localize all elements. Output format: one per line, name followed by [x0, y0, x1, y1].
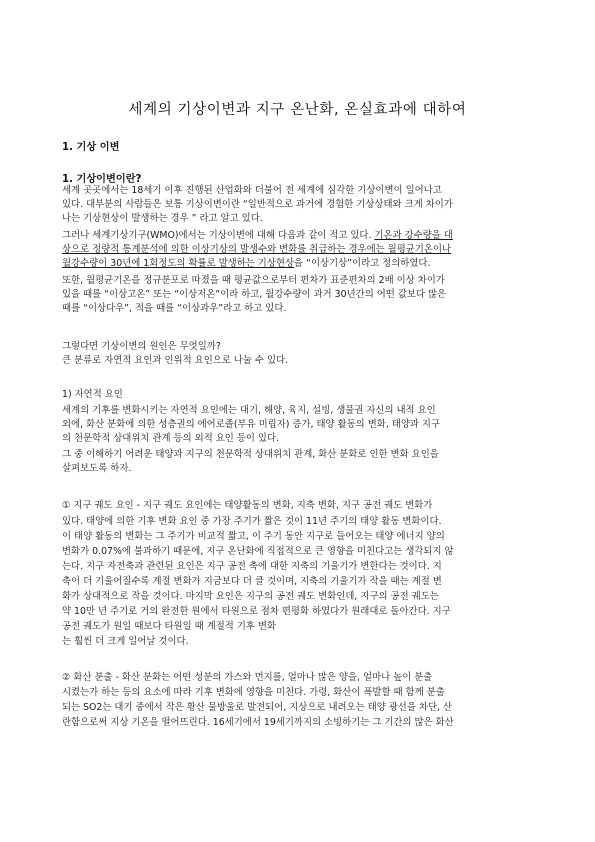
paragraph-line: 세계의 기후를 변화시키는 자연적 요인에는 대기, 해양, 육지, 설빙, 생물권 자신의 내적 요인 [62, 405, 436, 416]
paragraph-line: 는다. 지구 자전축과 관련된 요인은 지구 공전 축에 대한 지축의 기울기가 변한다는 것이다. 지 [62, 561, 442, 572]
paragraph-line: 있다. 대부분의 사람들은 보통 기상이변이란 “일반적으로 과거에 경험한 기상상태와 크게 차이가 [62, 199, 453, 210]
text-run: 을 “이상기상”이라고 정의하였다. [294, 258, 431, 269]
paragraph-line: 화가 상대적으로 작을 것이다. 마지막 요인은 지구의 공전 궤도 변화인데, 지구의 공전 궤도는 [62, 591, 439, 602]
document-title: 세계의 기상이변과 지구 온난화, 온실효과에 대하여 [128, 102, 467, 118]
paragraph-line: 되는 SO2는 대기 중에서 작은 황산 물방울로 발전되어, 지상으로 내려오는 태양 광선을 차단, 산 [62, 702, 453, 713]
paragraph-line: 란함으로써 지상 기온을 떨어뜨린다. 16세기에서 19세기까지의 소빙하기는 그 기간의 많은 화산 [62, 717, 454, 728]
paragraph-line: 나는 기상현상이 발생하는 경우 ” 라고 알고 있다. [62, 213, 263, 224]
subheading-natural-factors: 1) 자연적 요인 [62, 389, 123, 400]
paragraph-line: 있다. 태양에 의한 기후 변화 요인 중 가장 주기가 짧은 것이 11년 주기의 태양 활동 변화이다. [62, 516, 442, 527]
subsection-heading-definition: 1. 기상이변이란? [62, 174, 142, 185]
paragraph-line: 큰 분류로 자연적 요인과 인위적 요인으로 나눌 수 있다. [62, 355, 289, 366]
paragraph-line: 공전 궤도가 원일 때보다 타원일 때 계절적 기후 변화 [62, 621, 277, 632]
paragraph-line: ② 화산 분출 - 화산 분화는 어떤 성분의 가스와 먼지를, 얼마나 많은 양을, 얼마나 높이 분출 [62, 672, 433, 683]
paragraph-line: 이 태양 활동의 변화는 그 주기가 비교적 짧고, 이 주기 동안 지구로 들어오는 태양 에너지 양의 [62, 531, 445, 542]
paragraph-line [62, 229, 542, 243]
underlined-text: 기온과 강수량을 대 [374, 230, 453, 241]
paragraph-line: 축이 더 기울어질수록 계절 변화가 지금보다 더 클 것이며, 지축의 기울기가 작을 때는 계절 변 [62, 576, 442, 587]
paragraph-line: 때를 “이상다우”, 적을 때를 “이상과우”라고 하고 있다. [62, 303, 287, 314]
section-heading-weather-anomaly: 1. 기상 이변 [62, 142, 120, 153]
paragraph-line: ① 지구 궤도 요인 - 지구 궤도 요인에는 태양활동의 변화, 지축 변화, 지구 공전 궤도 변화가 [62, 500, 433, 511]
paragraph-line: 변화가 0.07%에 불과하기 때문에, 지구 온난화에 직접적으로 큰 영향을 미친다고는 생각되지 않 [62, 546, 454, 557]
paragraph-line: 외에, 화산 분화에 의한 성층권의 에어로졸(부유 미립자) 증가, 태양 활동의 변화, 태양과 지구 [62, 419, 441, 430]
text-run: 그러나 세계기상기구(WMO)에서는 기상이변에 대해 다음과 같이 적고 있다. [62, 230, 375, 241]
paragraph-line: 는 훨씬 더 크게 일어날 것이다. [62, 636, 189, 647]
paragraph-line: 시켰는가 하는 등의 요소에 따라 기후 변화에 영향을 미친다. 가령, 화산이 폭발할 때 함께 분출 [62, 687, 445, 698]
paragraph-line: 약 10만 년 주기로 거의 완전한 원에서 타원으로 점차 편평화 하였다가 원래대로 돌아간다. 지구 [62, 606, 451, 617]
paragraph-line: 의 천문학적 상대위치 관계 등의 외적 요인 등이 있다. [62, 433, 280, 444]
paragraph-line: 그 중 이해하기 어려운 태양과 지구의 천문학적 상대위치 관계, 화산 분화로 인한 변화 요인을 [62, 449, 439, 460]
paragraph-line: 있을 때를 “이상고온” 또는 “이상저온”이라 하고, 월강수량이 과거 30년간의 어떤 값보다 많은 [62, 289, 447, 300]
paragraph-line: 세계 곳곳에서는 18세기 이후 진행된 산업화와 더불어 전 세계에 심각한 기상이변이 일어나고 [62, 185, 442, 196]
paragraph-line: 그렇다면 기상이변의 원인은 무엇일까? [62, 341, 221, 352]
underlined-text: 월강수량이 30년에 1회정도의 확률로 발생하는 기상현상 [62, 258, 295, 269]
paragraph-line: 또한, 월평균기온을 정규분포로 따졌을 때 평균값으로부터 편차가 표준편차의 2배 이상 차이가 [62, 275, 445, 286]
underlined-paragraph-line: 상으로 정량적 통계분석에 의한 이상기상의 발생수와 변화를 취급하는 경우에는 월평균기온이나 [62, 244, 452, 255]
paragraph-line [62, 257, 542, 271]
paragraph-line: 살펴보도록 하자. [62, 463, 132, 474]
